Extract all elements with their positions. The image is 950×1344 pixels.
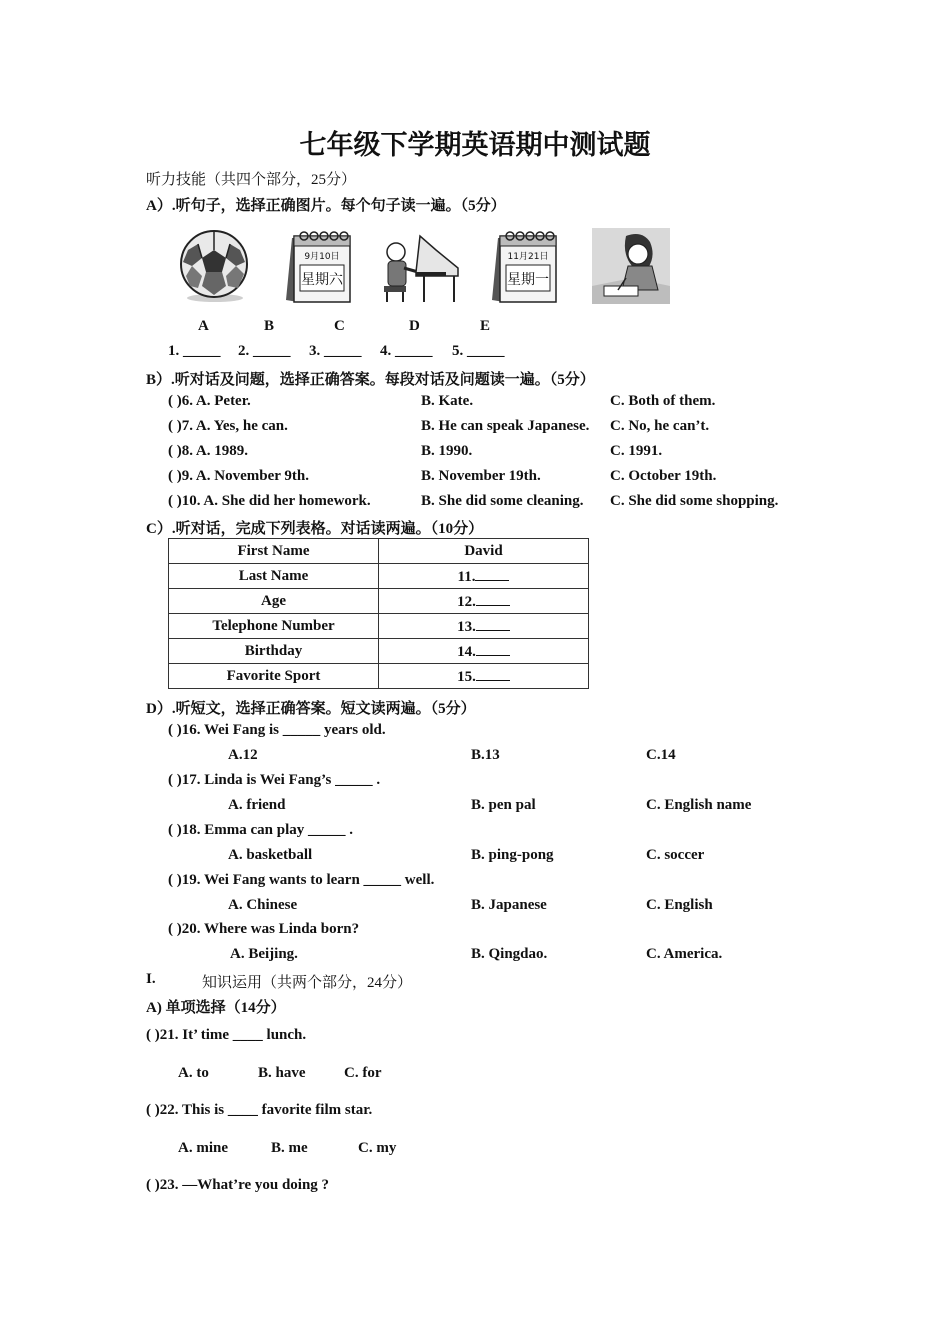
question-19-option-b[interactable]: B. Japanese	[471, 897, 547, 913]
answer-blank[interactable]	[476, 591, 510, 606]
piano-player-icon	[378, 228, 460, 304]
question-6-option-b[interactable]: B. Kate.	[421, 393, 474, 409]
question-20-option-b[interactable]: B. Qingdao.	[471, 946, 548, 962]
question-21-option-b[interactable]: B. have	[258, 1065, 306, 1081]
calendar-date-label: 9月10日	[304, 252, 340, 262]
table-row	[169, 639, 589, 664]
question-16-option-a[interactable]: A.12	[228, 747, 258, 763]
table-cell-answer[interactable]	[379, 639, 589, 664]
answer-blank-2[interactable]: 2. _____	[238, 343, 291, 359]
question-6-option-c[interactable]: C. Both of them.	[610, 393, 716, 409]
calendar-weekday-label: 星期一	[507, 272, 549, 288]
calendar-icon	[284, 228, 354, 304]
question-10-option-b[interactable]: B. She did some cleaning.	[421, 493, 584, 509]
picture-label-b: B	[264, 318, 275, 334]
info-table	[168, 538, 589, 689]
question-18: ( )18. Emma can play _____ .	[168, 822, 353, 838]
table-row	[169, 589, 589, 614]
calendar-icon	[490, 228, 560, 304]
answer-number: 15.	[457, 669, 476, 685]
question-23: ( )23. —What’re you doing ?	[146, 1177, 330, 1193]
picture-label-d: D	[409, 318, 420, 334]
girl-writing-icon	[592, 228, 670, 304]
question-17-option-c[interactable]: C. English name	[646, 797, 752, 813]
question-10-option-c[interactable]: C. She did some shopping.	[610, 493, 779, 509]
table-row	[169, 539, 589, 564]
picture-label-c: C	[334, 318, 345, 334]
answer-number: 13.	[457, 619, 476, 635]
question-19: ( )19. Wei Fang wants to learn _____ well.	[168, 872, 435, 888]
page-title: 七年级下学期英语期中测试题	[299, 130, 651, 160]
question-22: ( )22. This is ____ favorite film star.	[146, 1102, 373, 1118]
calendar-date-label: 11月21日	[507, 252, 549, 262]
question-9-option-b[interactable]: B. November 19th.	[421, 468, 541, 484]
question-16: ( )16. Wei Fang is _____ years old.	[168, 722, 386, 738]
part-a-instruction: A）.听句子，选择正确图片。每个句子读一遍。（5分）	[146, 198, 506, 214]
table-row	[169, 614, 589, 639]
part-d-instruction: D）.听短文，选择正确答案。短文读两遍。（5分）	[146, 701, 476, 717]
question-18-option-c[interactable]: C. soccer	[646, 847, 705, 863]
question-19-option-a[interactable]: A. Chinese	[228, 897, 298, 913]
answer-blank[interactable]	[475, 566, 509, 581]
answer-blank-4[interactable]: 4. _____	[380, 343, 433, 359]
question-20: ( )20. Where was Linda born?	[168, 921, 360, 937]
question-7: ( )7. A. Yes, he can.	[168, 418, 288, 434]
table-cell-answer[interactable]	[379, 564, 589, 589]
answer-blank[interactable]	[476, 616, 510, 631]
question-7-option-c[interactable]: C. No, he can’t.	[610, 418, 710, 434]
question-10: ( )10. A. She did her homework.	[168, 493, 371, 509]
question-7-option-b[interactable]: B. He can speak Japanese.	[421, 418, 590, 434]
table-cell-label: Birthday	[169, 639, 379, 664]
answer-blank-3[interactable]: 3. _____	[309, 343, 362, 359]
question-22-option-b[interactable]: B. me	[271, 1140, 308, 1156]
part-b-instruction: B）.听对话及问题，选择正确答案。每段对话及问题读一遍。（5分）	[146, 372, 595, 388]
question-17: ( )17. Linda is Wei Fang’s _____ .	[168, 772, 381, 788]
question-22-option-c[interactable]: C. my	[358, 1140, 397, 1156]
answer-number: 14.	[457, 644, 476, 660]
question-18-option-a[interactable]: A. basketball	[228, 847, 313, 863]
answer-number: 11.	[457, 569, 476, 585]
section-heading-knowledge: 知识运用（共两个部分，24分）	[202, 975, 413, 991]
soccer-ball-icon	[178, 228, 252, 304]
question-8-option-b[interactable]: B. 1990.	[421, 443, 473, 459]
question-19-option-c[interactable]: C. English	[646, 897, 713, 913]
table-row	[169, 564, 589, 589]
question-16-option-b[interactable]: B.13	[471, 747, 500, 763]
question-21-option-a[interactable]: A. to	[178, 1065, 209, 1081]
calendar-weekday-label: 星期六	[301, 272, 343, 288]
question-16-option-c[interactable]: C.14	[646, 747, 676, 763]
part-a-single-choice-instruction: A) 单项选择（14分）	[146, 1000, 286, 1016]
part-c-instruction: C）.听对话，完成下列表格。对话读两遍。（10分）	[146, 521, 484, 537]
table-cell-answer[interactable]	[379, 664, 589, 689]
question-9-option-c[interactable]: C. October 19th.	[610, 468, 717, 484]
section-numeral: I.	[146, 971, 156, 987]
table-cell-value: David	[379, 539, 589, 564]
table-cell-label: Last Name	[169, 564, 379, 589]
table-row	[169, 664, 589, 689]
table-cell-label: First Name	[169, 539, 379, 564]
question-20-option-c[interactable]: C. America.	[646, 946, 723, 962]
answer-blank[interactable]	[476, 641, 510, 656]
question-9: ( )9. A. November 9th.	[168, 468, 309, 484]
answer-blank-5[interactable]: 5. _____	[452, 343, 505, 359]
answer-number: 12.	[457, 594, 476, 610]
question-20-option-a[interactable]: A. Beijing.	[230, 946, 298, 962]
question-18-option-b[interactable]: B. ping-pong	[471, 847, 554, 863]
question-22-option-a[interactable]: A. mine	[178, 1140, 228, 1156]
answer-blank[interactable]	[476, 666, 510, 681]
question-21: ( )21. It’ time ____ lunch.	[146, 1027, 307, 1043]
question-8: ( )8. A. 1989.	[168, 443, 248, 459]
answer-blank-1[interactable]: 1. _____	[168, 343, 221, 359]
question-6: ( )6. A. Peter.	[168, 393, 251, 409]
question-17-option-a[interactable]: A. friend	[228, 797, 286, 813]
question-17-option-b[interactable]: B. pen pal	[471, 797, 536, 813]
section-heading-listening: 听力技能（共四个部分，25分）	[146, 172, 357, 188]
table-cell-label: Favorite Sport	[169, 664, 379, 689]
table-cell-label: Telephone Number	[169, 614, 379, 639]
picture-label-a: A	[198, 318, 209, 334]
question-8-option-c[interactable]: C. 1991.	[610, 443, 663, 459]
picture-label-e: E	[480, 318, 491, 334]
table-cell-answer[interactable]	[379, 614, 589, 639]
table-cell-answer[interactable]	[379, 589, 589, 614]
table-cell-label: Age	[169, 589, 379, 614]
question-21-option-c[interactable]: C. for	[344, 1065, 382, 1081]
